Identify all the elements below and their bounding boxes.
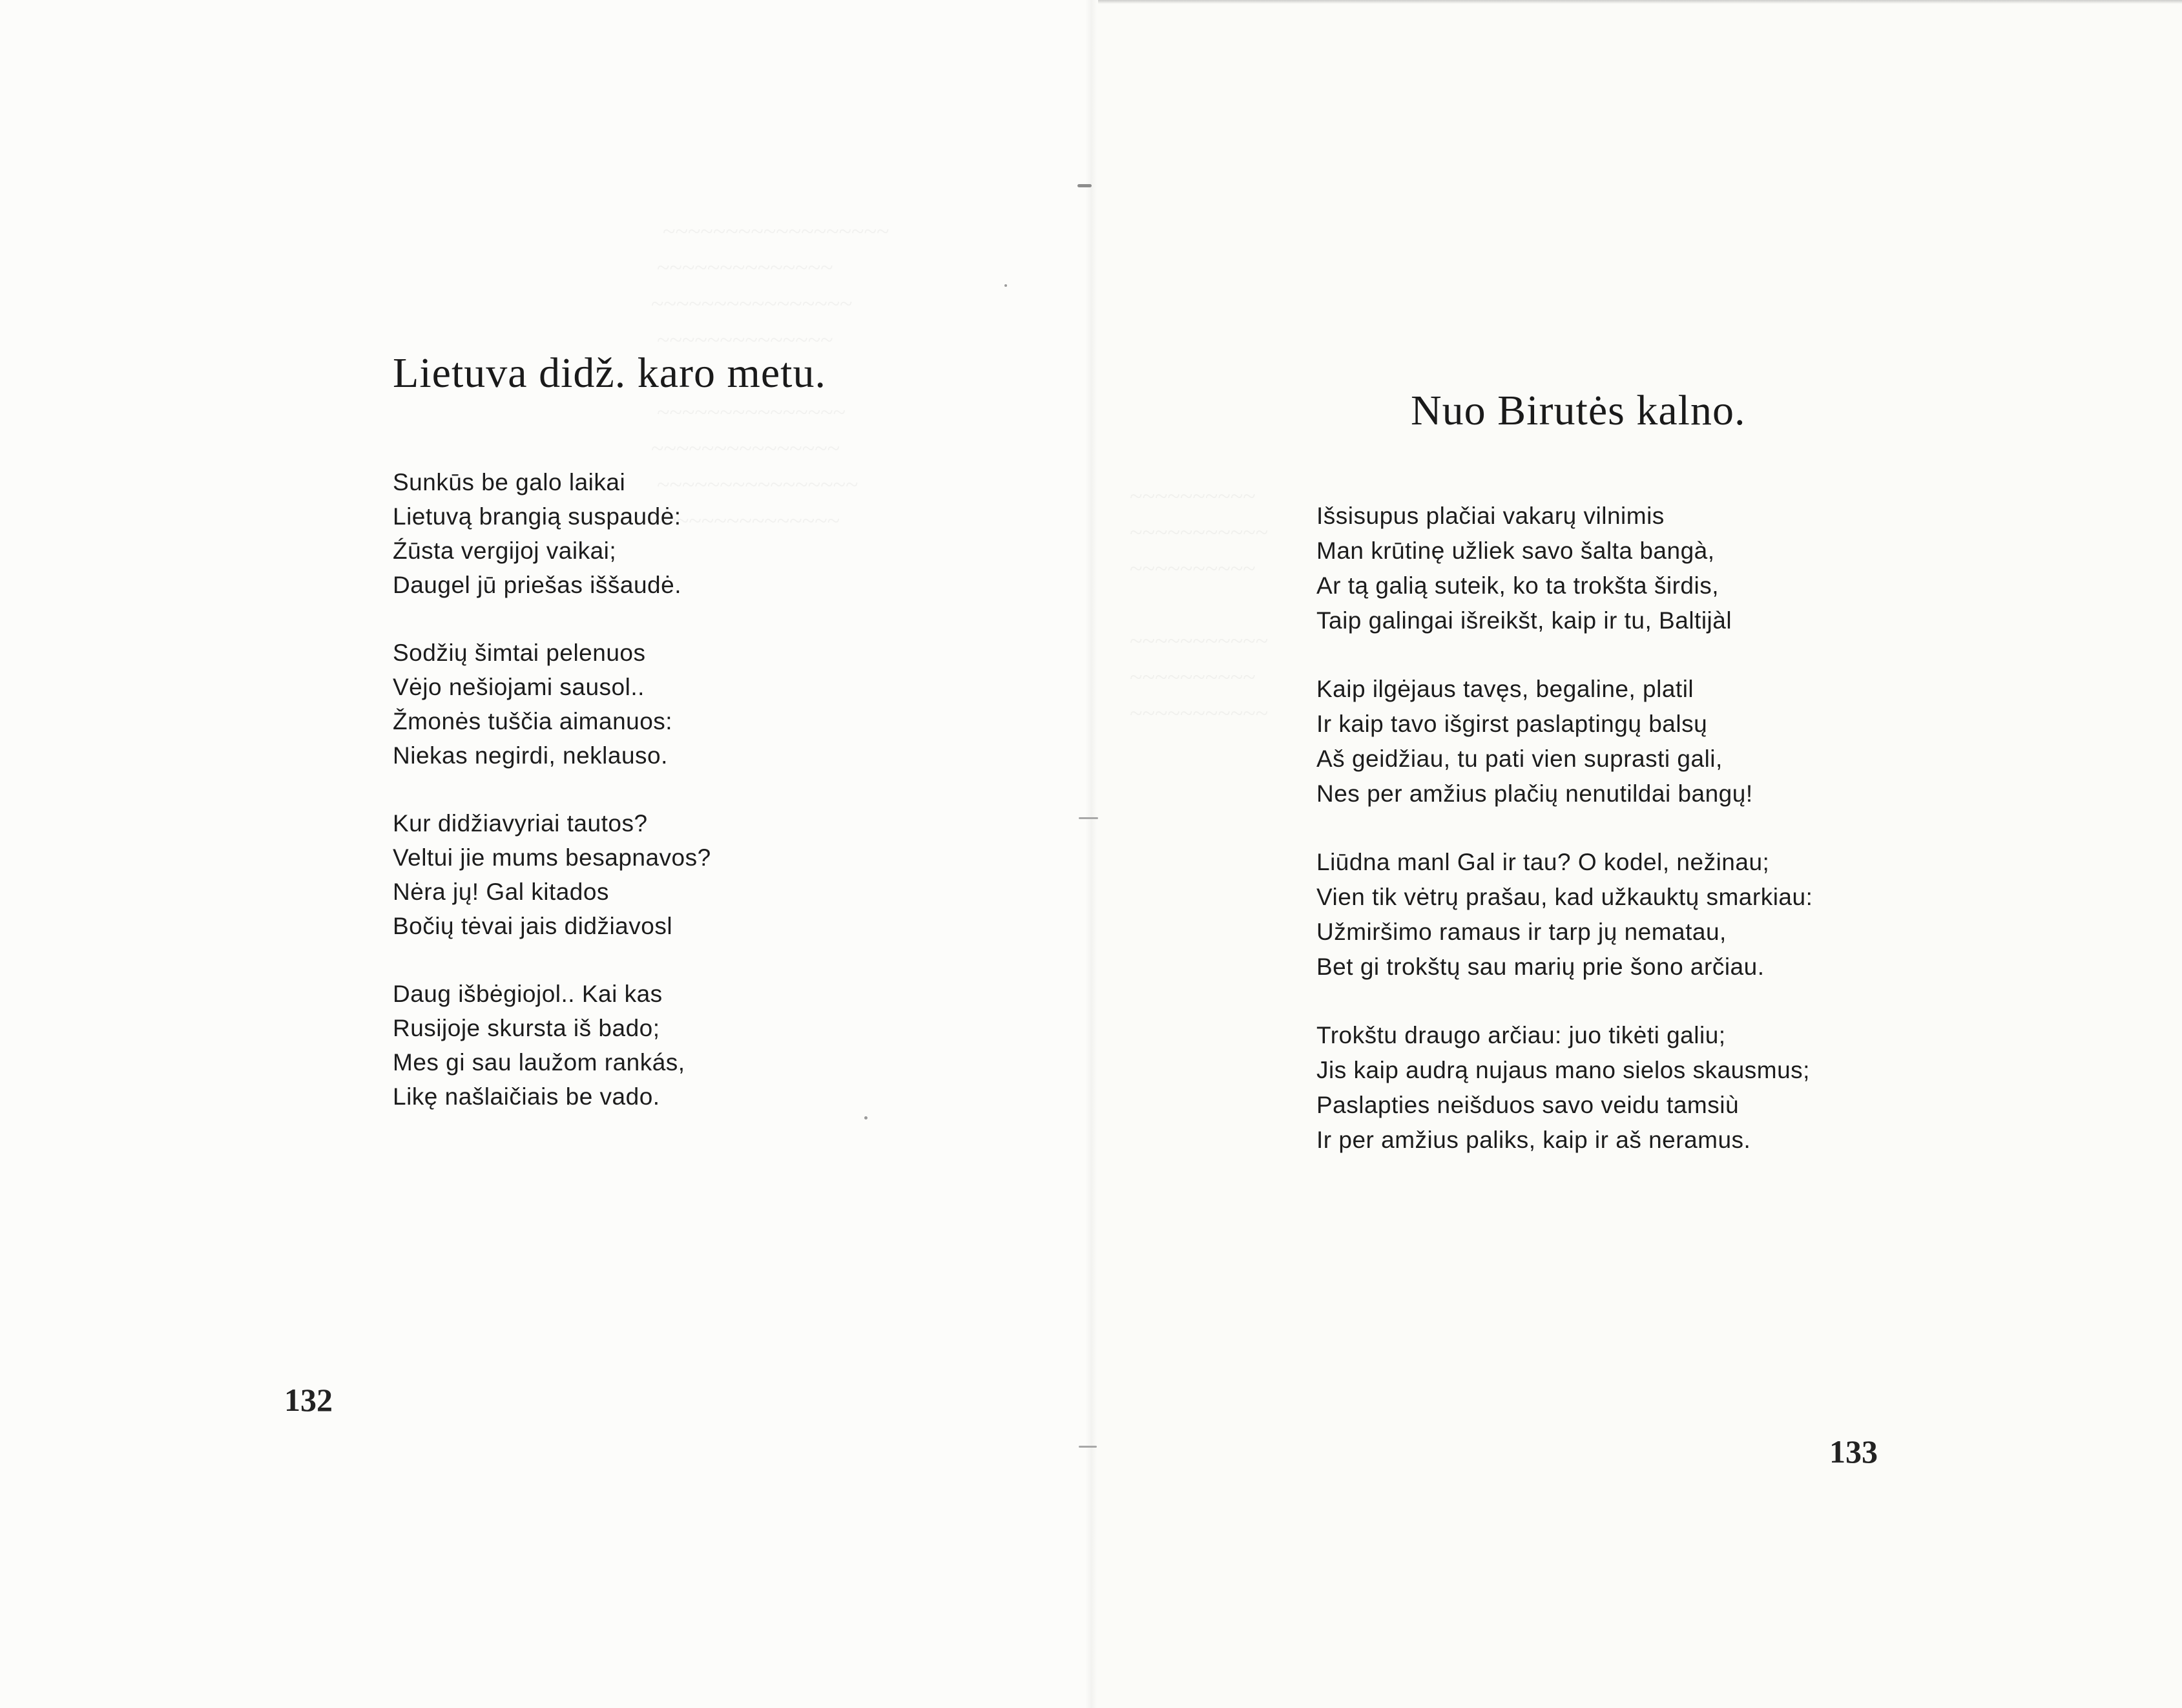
bleed-through-right bbox=[1130, 478, 1268, 731]
stanza bbox=[1316, 499, 1885, 638]
paper-speck bbox=[864, 1116, 868, 1120]
stanza bbox=[1316, 672, 1885, 811]
verse-line: Man krūtinę užliek savo šalta bangà, bbox=[1316, 537, 1715, 564]
page-number: 132 bbox=[284, 1382, 333, 1418]
poem-title: Lietuva didž. karo metu. bbox=[393, 349, 826, 397]
verse-line: Vėjo nešiojami sausol.. bbox=[393, 674, 645, 700]
paper-speck bbox=[1079, 1446, 1097, 1448]
verse-line: Jis kaip audrą nujaus mano sielos skausmus; bbox=[1316, 1057, 1810, 1083]
verse-line: Daugel jū priešas iššaudė. bbox=[393, 572, 681, 598]
verse-line: Sunkūs be galo laikai bbox=[393, 469, 626, 495]
verse-line: Mes gi sau laužom rankás, bbox=[393, 1049, 685, 1076]
verse-line: Źūsta vergijoj vaikai; bbox=[393, 537, 617, 564]
verse-line: Trokštu draugo arčiau: juo tikėti galiu; bbox=[1316, 1022, 1726, 1048]
verse-line: Sodžių šimtai pelenuos bbox=[393, 640, 646, 666]
paper-speck bbox=[1004, 284, 1007, 287]
verse-line: Bočių tėvai jais didžiavosl bbox=[393, 913, 673, 939]
verse-line: Vien tik vėtrų prašau, kad užkauktų smarkiau: bbox=[1316, 884, 1813, 910]
verse-line: Bet gi trokštų sau marių prie šono arčiau. bbox=[1316, 953, 1765, 980]
verse-line: Kur didžiavyriai tautos? bbox=[393, 810, 648, 837]
stanza bbox=[393, 465, 819, 602]
verse-line: Ir per amžius paliks, kaip ir aš neramus. bbox=[1316, 1127, 1751, 1153]
verse-line: Liūdna manl Gal ir tau? O kodel, nežinau; bbox=[1316, 849, 1770, 875]
verse-line: Žmonės tuščia aimanuos: bbox=[393, 708, 673, 734]
poem-title: Nuo Birutės kalno. bbox=[1411, 387, 1746, 434]
verse-line: Nėra jų! Gal kitados bbox=[393, 879, 609, 905]
verse-line: Ir kaip tavo išgirst paslaptingų balsų bbox=[1316, 711, 1708, 737]
poem-body bbox=[393, 465, 819, 1147]
verse-line: Nes per amžius plačių nenutildai bangų! bbox=[1316, 780, 1753, 807]
page-number: 133 bbox=[1829, 1433, 1878, 1470]
verse-line: Aš geidžiau, tu pati vien suprasti gali, bbox=[1316, 745, 1723, 772]
stanza bbox=[1316, 845, 1885, 984]
verse-line: Taip galingai išreikšt, kaip ir tu, Baltijàl bbox=[1316, 607, 1732, 634]
poem-body bbox=[1316, 499, 1885, 1191]
verse-line: Niekas negirdi, neklauso. bbox=[393, 742, 668, 769]
stanza bbox=[393, 636, 819, 773]
verse-line: Daug išbėgiojol.. Kai kas bbox=[393, 981, 663, 1007]
stanza bbox=[393, 806, 819, 943]
verse-line: Ar tą galią suteik, ko ta trokšta širdis, bbox=[1316, 572, 1720, 599]
verse-line: Paslapties neišduos savo veidu tamsiù bbox=[1316, 1092, 1740, 1118]
stanza bbox=[1316, 1018, 1885, 1158]
stanza bbox=[393, 977, 819, 1114]
verse-line: Užmiršimo ramaus ir tarp jų nematau, bbox=[1316, 919, 1727, 945]
paper-speck bbox=[1079, 817, 1098, 819]
paper-speck bbox=[1077, 184, 1092, 187]
page-top-edge bbox=[1098, 0, 2182, 4]
verse-line: Rusijoje skursta iš bado; bbox=[393, 1015, 660, 1041]
verse-line: Lietuvą brangią suspaudė: bbox=[393, 503, 681, 530]
book-gutter bbox=[1085, 0, 1097, 1708]
verse-line: Kaip ilgėjaus tavęs, begaline, platil bbox=[1316, 676, 1694, 702]
verse-line: Veltui jie mums besapnavos? bbox=[393, 844, 711, 871]
right-page bbox=[1091, 0, 2182, 1708]
verse-line: Išsisupus plačiai vakarų vilnimis bbox=[1316, 503, 1665, 529]
verse-line: Likę našlaičiais be vado. bbox=[393, 1083, 660, 1110]
